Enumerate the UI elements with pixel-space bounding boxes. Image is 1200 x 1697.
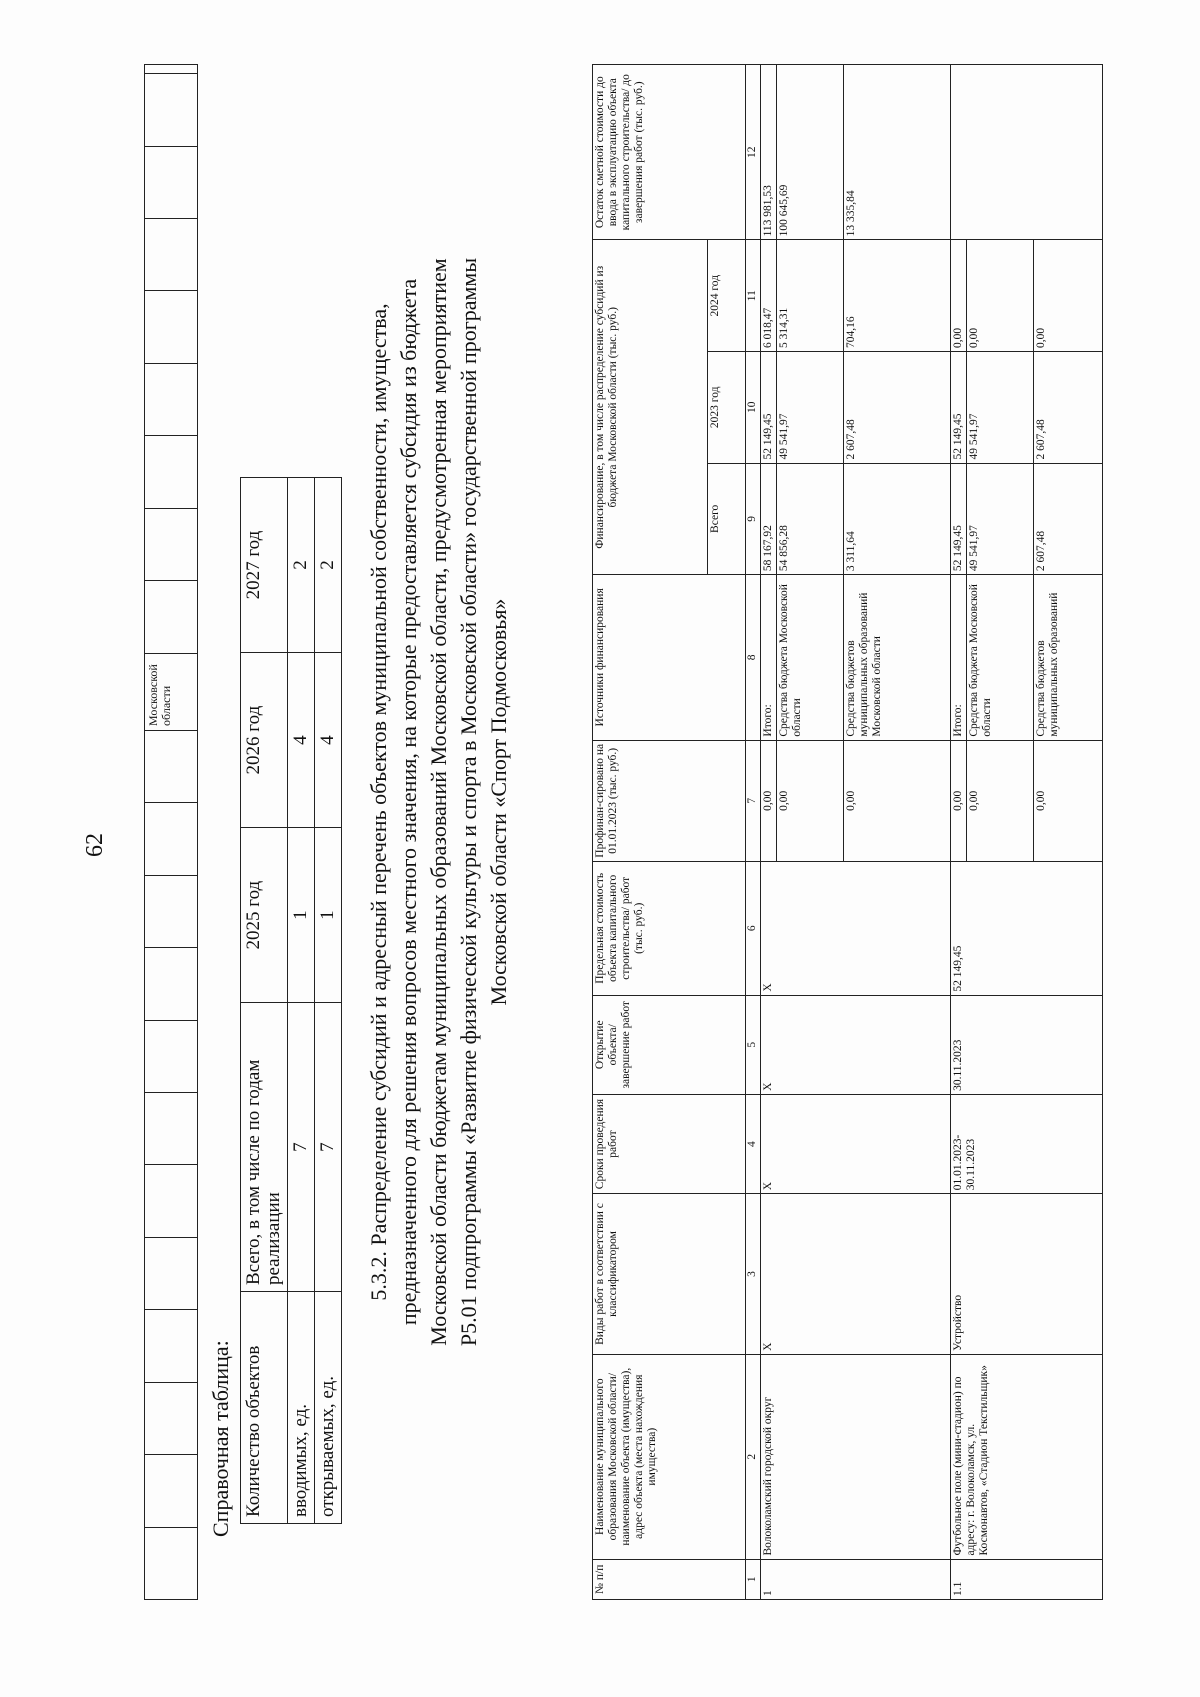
row-prefinanced: 0,00 [951,740,967,861]
row-source: Средства бюджетов муниципальных образований [1034,575,1103,741]
table-row [951,65,967,1600]
row-num: 1.1 [951,1559,1103,1599]
row-terms: 01.01.2023-30.11.2023 [951,1094,1103,1193]
row-2023: 49 541,97 [967,351,1034,463]
row-prefinanced: 0,00 [1034,740,1103,861]
row-works: Устройство [951,1194,1103,1355]
row-num: 1 [761,1559,951,1599]
col-index: 10 [746,351,761,463]
ref-header-2027: 2027 год [241,478,288,653]
subsidy-distribution-table [592,64,1103,1600]
strip-cell-region: Московской области [145,653,198,730]
row-name: Футбольное поле (мини-стадион) по адресу: г. Волоколамск, ул. Космонавтов, «Стадион Текстильщик» [951,1354,1103,1559]
strip-cell [145,291,198,363]
row-prefinanced: 0,00 [761,740,777,861]
header-terms: Сроки проведения работ [593,1094,746,1193]
section-heading [364,37,514,1567]
strip-cell [145,1165,198,1237]
row-opening: X [761,995,951,1094]
page-number: 62 [82,833,108,857]
ref-row-2026: 4 [288,653,315,828]
strip-cell [145,948,198,1020]
row-source: Итого: [951,575,967,741]
ref-row-2025: 1 [315,828,342,1003]
row-prefinanced: 0,00 [844,740,951,861]
strip-cell [145,65,198,74]
row-prefinanced: 0,00 [777,740,844,861]
strip-cell [145,219,198,291]
row-name: Волоколамский городской округ [761,1354,951,1559]
col-index: 5 [746,995,761,1094]
header-opening: Открытие объекта/ завершение работ [593,995,746,1094]
row-total: 2 607,48 [1034,463,1103,575]
header-sources: Источники финансирования [593,575,746,741]
strip-cell [145,363,198,435]
header-works: Виды работ в соответствии с классификатором [593,1194,746,1355]
row-total: 58 167,92 [761,463,777,575]
col-index: 11 [746,240,761,352]
col-index: 12 [746,65,761,240]
row-2023: 2 607,48 [844,351,951,463]
row-2024: 0,00 [967,240,1034,352]
strip-cell [145,581,198,653]
row-remaining: 113 981,53 [761,65,777,240]
col-index: 8 [746,575,761,741]
strip-cell [145,74,198,147]
row-total: 49 541,97 [967,463,1034,575]
ref-row-2026: 4 [315,653,342,828]
row-terms: X [761,1094,951,1193]
strip-cell [145,1237,198,1309]
heading-line: P5.01 подпрограммы «Развитие физической культуры и спорта в Московской области» государственной программы [456,257,481,1347]
row-2024: 0,00 [1034,240,1103,352]
row-opening: 30.11.2023 [951,995,1103,1094]
row-total: 54 856,28 [777,463,844,575]
header-2024: 2024 год [708,240,746,352]
col-index: 4 [746,1094,761,1193]
strip-cell [145,146,198,218]
strip-cell [145,1455,198,1527]
row-remaining: 13 335,84 [844,65,951,240]
strip-cell [145,1093,198,1165]
row-limit-cost: 52 149,45 [951,861,1103,995]
row-total: 52 149,45 [951,463,967,575]
col-index: 6 [746,861,761,995]
header-limit-cost: Предельная стоимость объекта капитального строительства/ работ (тыс. руб.) [593,861,746,995]
strip-cell [145,1020,198,1092]
ref-row-label: вводимых, ед. [288,1292,315,1524]
strip-cell [145,1527,198,1599]
row-2024: 704,16 [844,240,951,352]
col-index: 2 [746,1354,761,1559]
strip-cell [145,1382,198,1454]
row-2023: 52 149,45 [951,351,967,463]
ref-row-2027: 2 [288,478,315,653]
ref-row [288,478,315,1524]
col-index: 3 [746,1194,761,1355]
reference-table-title: Справочная таблица: [208,1340,233,1537]
row-source: Средства бюджета Московской области [777,575,844,741]
header-num: № п/п [593,1559,746,1599]
strip-cell [145,1310,198,1382]
header-remaining: Остаток сметной стоимости до ввода в эксплуатацию объекта капитального строительства/ до завершения работ (тыс. руб.) [593,65,746,240]
col-index: 9 [746,463,761,575]
row-2024: 0,00 [951,240,967,352]
ref-row-total: 7 [315,1003,342,1292]
ref-row-2025: 1 [288,828,315,1003]
ref-header-2026: 2026 год [241,653,288,828]
header-financing: Финансирование, в том числе распределение субсидий из бюджета Московской области (тыс. руб.) [593,240,708,575]
row-2023: 2 607,48 [1034,351,1103,463]
strip-cell [145,436,198,508]
col-index: 7 [746,740,761,861]
ref-row-2027: 2 [315,478,342,653]
row-2023: 49 541,97 [777,351,844,463]
ref-row [315,478,342,1524]
row-2023: 52 149,45 [761,351,777,463]
row-2024: 5 314,31 [777,240,844,352]
heading-line: предназначенного для решения вопросов местного значения, на которые предоставляется субсидия из бюджета [396,278,421,1326]
header-total: Всего [708,463,746,575]
strip-cell [145,875,198,947]
strip-cell [145,730,198,802]
heading-line: Московской области «Спорт Подмосковья» [486,598,511,1006]
row-prefinanced: 0,00 [967,740,1034,861]
row-remaining: 100 645,69 [777,65,844,240]
heading-line: Московской области бюджетам муниципальных образований Московской области, предусмотренная мероприятием [426,258,451,1346]
row-works: X [761,1194,951,1355]
top-strip-table [144,64,198,1600]
col-index: 1 [746,1559,761,1599]
ref-row-label: открываемых, ед. [315,1292,342,1524]
row-limit-cost: X [761,861,951,995]
row-source: Средства бюджета Московской области [967,575,1034,741]
reference-table [240,477,342,1524]
column-index-row [746,65,761,1600]
strip-cell [145,803,198,875]
heading-line: 5.3.2. Распределение субсидий и адресный перечень объектов муниципальной собственности, имущества, [366,303,391,1301]
row-2024: 6 018,47 [761,240,777,352]
row-total: 3 311,64 [844,463,951,575]
header-2023: 2023 год [708,351,746,463]
strip-cell [145,508,198,580]
row-source: Средства бюджетов муниципальных образований Московской области [844,575,951,741]
ref-header-2025: 2025 год [241,828,288,1003]
row-source: Итого: [761,575,777,741]
header-name: Наименование муниципального образования Московской области/ наименование объекта (имущества), адрес объекта (места нахождения имущества) [593,1354,746,1559]
row-remaining [951,65,1103,240]
header-prefinanced: Профинан-сировано на 01.01.2023 (тыс. руб.) [593,740,746,861]
ref-header-objects: Количество объектов [241,1292,288,1524]
ref-row-total: 7 [288,1003,315,1292]
ref-header-total: Всего, в том числе по годам реализации [241,1003,288,1292]
table-row [761,65,777,1600]
